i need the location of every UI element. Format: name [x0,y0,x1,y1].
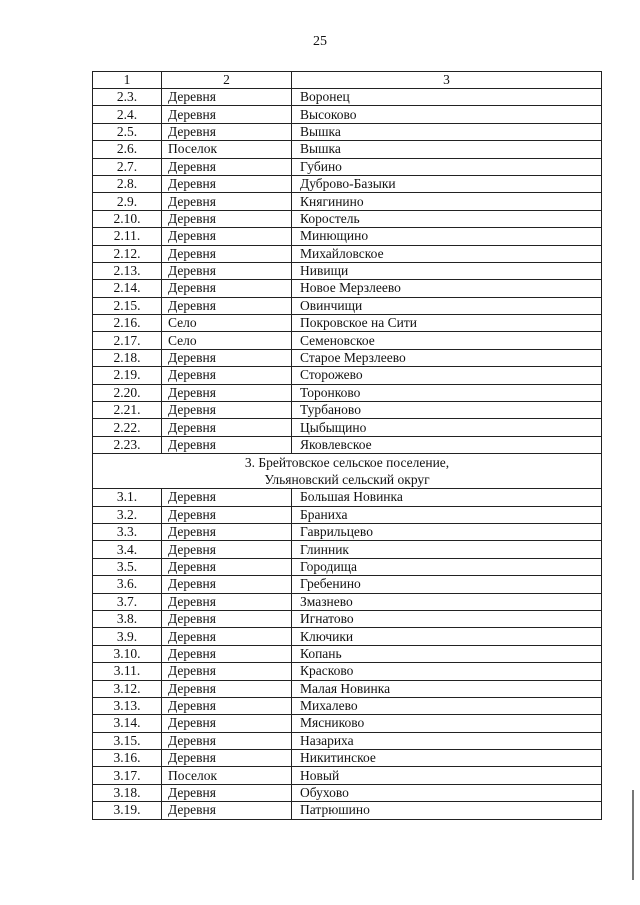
settlement-type-cell: Деревня [162,558,292,575]
row-number-cell: 2.12. [93,245,162,262]
settlement-name-cell: Цыбыщино [292,419,602,436]
settlement-type-cell: Деревня [162,680,292,697]
row-number-cell: 2.20. [93,384,162,401]
table-row [93,489,602,506]
settlement-name-cell: Семеновское [292,332,602,349]
settlement-name-cell: Турбаново [292,402,602,419]
table-row [93,228,602,245]
settlement-type-cell: Село [162,332,292,349]
settlement-name-cell: Красково [292,663,602,680]
settlement-type-cell: Деревня [162,697,292,714]
table-row [93,593,602,610]
table-row [93,576,602,593]
table-row [93,332,602,349]
row-number-cell: 2.18. [93,349,162,366]
table-row [93,436,602,453]
row-number-cell: 2.5. [93,123,162,140]
settlement-name-cell: Сторожево [292,367,602,384]
row-number-cell: 3.16. [93,750,162,767]
row-number-cell: 3.19. [93,802,162,819]
table-row [93,123,602,140]
settlement-name-cell: Ключики [292,628,602,645]
settlement-name-cell: Патрюшино [292,802,602,819]
settlement-type-cell: Деревня [162,158,292,175]
row-number-cell: 3.3. [93,523,162,540]
settlement-name-cell: Нивищи [292,262,602,279]
settlement-type-cell: Деревня [162,750,292,767]
settlement-type-cell: Деревня [162,802,292,819]
table-row [93,541,602,558]
table-row [93,315,602,332]
row-number-cell: 2.17. [93,332,162,349]
settlements-table-container [92,71,601,820]
settlement-type-cell: Деревня [162,297,292,314]
row-number-cell: 3.11. [93,663,162,680]
settlement-name-cell: Городища [292,558,602,575]
settlement-type-cell: Деревня [162,193,292,210]
table-row [93,558,602,575]
row-number-cell: 2.14. [93,280,162,297]
settlement-name-cell: Змазнево [292,593,602,610]
row-number-cell: 3.8. [93,610,162,627]
settlement-name-cell: Михалево [292,697,602,714]
settlement-type-cell: Деревня [162,732,292,749]
table-row [93,193,602,210]
row-number-cell: 3.18. [93,784,162,801]
row-number-cell: 2.3. [93,89,162,106]
settlement-name-cell: Торонково [292,384,602,401]
settlement-type-cell: Деревня [162,506,292,523]
row-number-cell: 3.15. [93,732,162,749]
settlement-type-cell: Деревня [162,419,292,436]
settlement-type-cell: Деревня [162,367,292,384]
scan-edge-mark [632,790,634,880]
settlement-type-cell: Деревня [162,523,292,540]
settlement-type-cell: Деревня [162,106,292,123]
table-row [93,784,602,801]
table-row [93,715,602,732]
table-row [93,697,602,714]
row-number-cell: 2.10. [93,210,162,227]
row-number-cell: 3.12. [93,680,162,697]
settlement-type-cell: Деревня [162,349,292,366]
settlement-name-cell: Покровское на Сити [292,315,602,332]
row-number-cell: 3.10. [93,645,162,662]
table-row [93,628,602,645]
row-number-cell: 2.23. [93,436,162,453]
settlement-name-cell: Княгинино [292,193,602,210]
row-number-cell: 3.4. [93,541,162,558]
table-row [93,367,602,384]
row-number-cell: 3.7. [93,593,162,610]
table-row [93,802,602,819]
table-row [93,210,602,227]
table-body-section-3 [93,489,602,819]
settlement-type-cell: Деревня [162,384,292,401]
settlement-name-cell: Вышка [292,141,602,158]
row-number-cell: 2.19. [93,367,162,384]
table-row [93,175,602,192]
table-row [93,297,602,314]
settlement-name-cell: Обухово [292,784,602,801]
settlement-type-cell: Деревня [162,541,292,558]
table-row [93,645,602,662]
row-number-cell: 3.13. [93,697,162,714]
table-row [93,680,602,697]
settlement-name-cell: Браниха [292,506,602,523]
row-number-cell: 2.22. [93,419,162,436]
row-number-cell: 3.1. [93,489,162,506]
table-row [93,402,602,419]
row-number-cell: 2.21. [93,402,162,419]
row-number-cell: 2.9. [93,193,162,210]
table-row [93,384,602,401]
table-row [93,419,602,436]
row-number-cell: 3.2. [93,506,162,523]
settlement-type-cell: Деревня [162,89,292,106]
settlement-name-cell: Старое Мерзлеево [292,349,602,366]
table-row [93,89,602,106]
row-number-cell: 2.13. [93,262,162,279]
settlement-name-cell: Копань [292,645,602,662]
settlement-type-cell: Деревня [162,262,292,279]
table-row [93,245,602,262]
row-number-cell: 2.16. [93,315,162,332]
table-row [93,506,602,523]
header-row [93,72,602,89]
settlement-name-cell: Яковлевское [292,436,602,453]
table-row [93,523,602,540]
settlement-type-cell: Деревня [162,784,292,801]
row-number-cell: 2.7. [93,158,162,175]
settlement-type-cell: Деревня [162,175,292,192]
table-row [93,141,602,158]
settlement-name-cell: Глинник [292,541,602,558]
settlement-name-cell: Новое Мерзлеево [292,280,602,297]
row-number-cell: 3.5. [93,558,162,575]
table-row [93,280,602,297]
section-header-row [93,454,602,489]
row-number-cell: 2.8. [93,175,162,192]
section-header-line1: 3. Брейтовское сельское поселение, [244,455,450,471]
table-row [93,750,602,767]
settlement-name-cell: Малая Новинка [292,680,602,697]
table-row [93,106,602,123]
section-header-cell [93,454,602,489]
settlement-type-cell: Деревня [162,610,292,627]
row-number-cell: 3.6. [93,576,162,593]
row-number-cell: 2.15. [93,297,162,314]
table-row [93,158,602,175]
settlement-type-cell: Деревня [162,280,292,297]
table-row [93,262,602,279]
settlement-name-cell: Михайловское [292,245,602,262]
table-body-section-2 [93,89,602,454]
row-number-cell: 3.17. [93,767,162,784]
settlement-type-cell: Деревня [162,715,292,732]
settlement-name-cell: Овинчищи [292,297,602,314]
settlement-name-cell: Большая Новинка [292,489,602,506]
settlement-type-cell: Деревня [162,645,292,662]
settlement-name-cell: Игнатово [292,610,602,627]
settlement-name-cell: Высоково [292,106,602,123]
table-row [93,767,602,784]
row-number-cell: 3.9. [93,628,162,645]
settlement-name-cell: Никитинское [292,750,602,767]
settlement-name-cell: Новый [292,767,602,784]
header-col-2: 2 [162,72,292,89]
settlement-name-cell: Мясниково [292,715,602,732]
settlement-type-cell: Деревня [162,245,292,262]
settlement-type-cell: Деревня [162,123,292,140]
row-number-cell: 2.6. [93,141,162,158]
table-row [93,610,602,627]
settlement-name-cell: Минющино [292,228,602,245]
settlement-name-cell: Губино [292,158,602,175]
row-number-cell: 3.14. [93,715,162,732]
settlement-type-cell: Поселок [162,767,292,784]
settlement-name-cell: Воронец [292,89,602,106]
row-number-cell: 2.4. [93,106,162,123]
settlement-name-cell: Гребенино [292,576,602,593]
settlement-type-cell: Деревня [162,210,292,227]
settlements-table [92,71,602,820]
settlement-name-cell: Гаврильцево [292,523,602,540]
settlement-type-cell: Деревня [162,436,292,453]
row-number-cell: 2.11. [93,228,162,245]
settlement-type-cell: Деревня [162,663,292,680]
page-number: 25 [313,34,327,49]
settlement-name-cell: Назариха [292,732,602,749]
settlement-name-cell: Коростель [292,210,602,227]
settlement-name-cell: Дуброво-Базыки [292,175,602,192]
section-header-line2: Ульяновский сельский округ [264,472,430,488]
table-row [93,663,602,680]
settlement-type-cell: Деревня [162,576,292,593]
settlement-type-cell: Деревня [162,593,292,610]
settlement-type-cell: Поселок [162,141,292,158]
table-section-header-body [93,454,602,489]
settlement-type-cell: Село [162,315,292,332]
table-row [93,732,602,749]
settlement-type-cell: Деревня [162,402,292,419]
header-col-3: 3 [292,72,602,89]
settlement-type-cell: Деревня [162,628,292,645]
header-col-1: 1 [93,72,162,89]
settlement-name-cell: Вышка [292,123,602,140]
settlement-type-cell: Деревня [162,489,292,506]
settlement-type-cell: Деревня [162,228,292,245]
table-row [93,349,602,366]
